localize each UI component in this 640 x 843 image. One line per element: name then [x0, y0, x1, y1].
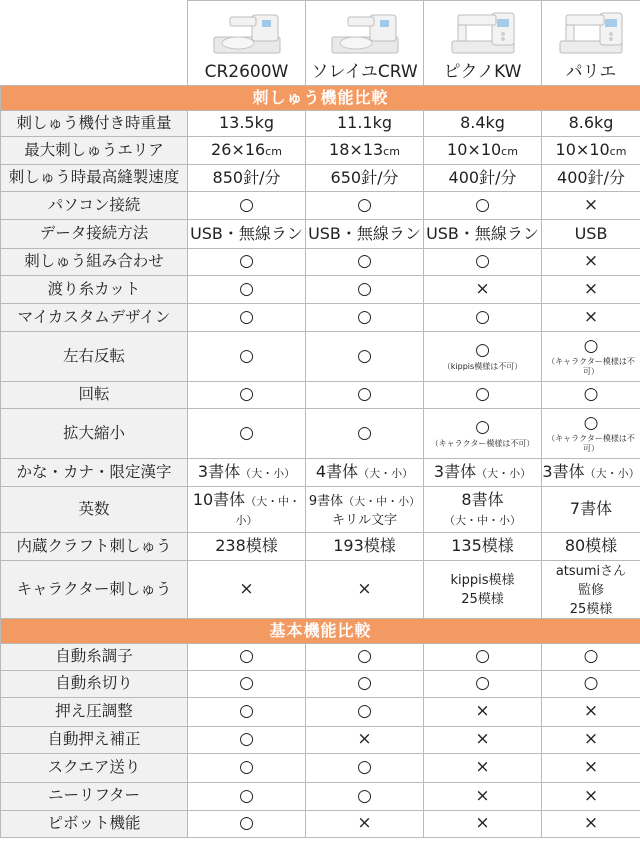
feature-label: 刺しゅう機付き時重量 [1, 111, 188, 137]
supported-mark: ○ [475, 306, 490, 327]
supported-mark: ○ [239, 345, 254, 366]
value-cell [188, 304, 306, 332]
product-column-header [542, 1, 640, 86]
value-text: 4書体 [315, 462, 359, 482]
feature-label: 自動糸調子 [1, 643, 188, 670]
sewing-machine-icon [446, 7, 520, 59]
table-row [1, 220, 640, 249]
supported-mark: ○ [583, 673, 599, 694]
value-cell [306, 249, 424, 276]
value-cell [542, 670, 640, 697]
supported-mark: ○ [239, 194, 254, 215]
value-text: USB・無線ラン [426, 223, 539, 243]
value-note: （キャラクター模様は不可） [547, 357, 635, 376]
header-corner [1, 1, 188, 86]
value-cell [188, 726, 306, 753]
product-name: CR2600W [204, 62, 289, 83]
value-cell [542, 697, 640, 726]
supported-mark: ○ [357, 384, 372, 405]
feature-label: かな・カナ・限定漢字 [1, 459, 188, 487]
value-cell [188, 409, 306, 459]
value-cell [424, 304, 542, 332]
supported-mark: ○ [239, 646, 254, 667]
value-text: 10×10 [555, 140, 610, 160]
value-cell [542, 533, 640, 561]
value-cell [188, 276, 306, 304]
value-cell [188, 137, 306, 165]
value-text: kippis模様 [450, 573, 515, 589]
value-cell [424, 753, 542, 782]
feature-label: 左右反転 [1, 332, 188, 382]
value-cell [188, 487, 306, 533]
unsupported-mark: × [475, 729, 490, 750]
value-cell [188, 643, 306, 670]
unsupported-mark: × [357, 729, 372, 750]
value-cell [424, 810, 542, 837]
value-cell [306, 726, 424, 753]
unsupported-mark: × [583, 729, 599, 750]
embroidery-machine-icon [210, 7, 284, 59]
feature-label: キャラクター刺しゅう [1, 561, 188, 619]
supported-mark: ○ [475, 417, 490, 438]
value-text: 10×10 [447, 140, 502, 160]
value-cell [188, 382, 306, 409]
supported-mark: ○ [239, 757, 254, 778]
unsupported-mark: × [475, 701, 490, 722]
feature-label: 回転 [1, 382, 188, 409]
table-row [1, 670, 640, 697]
product-column-header [306, 1, 424, 86]
table-row [1, 782, 640, 810]
value-text-line: 25模様 [461, 592, 504, 608]
value-cell [188, 332, 306, 382]
supported-mark: ○ [239, 785, 254, 806]
value-cell [424, 533, 542, 561]
feature-label: スクエア送り [1, 753, 188, 782]
value-cell [424, 487, 542, 533]
section-header-row [1, 618, 640, 643]
feature-label: ニーリフター [1, 782, 188, 810]
value-suffix: （大・小） [476, 467, 532, 481]
value-cell [424, 409, 542, 459]
supported-mark: ○ [475, 251, 490, 272]
table-row [1, 304, 640, 332]
unsupported-mark: × [357, 813, 372, 834]
unsupported-mark: × [583, 306, 599, 327]
value-cell [188, 810, 306, 837]
value-suffix: cm [265, 145, 282, 159]
product-column-header [424, 1, 542, 86]
value-cell [188, 459, 306, 487]
value-cell [542, 249, 640, 276]
value-cell [188, 192, 306, 220]
value-cell [542, 332, 640, 382]
supported-mark: ○ [357, 701, 372, 722]
value-note: （キャラクター模様は不可） [430, 438, 535, 448]
value-text: USB・無線ラン [308, 223, 421, 243]
value-text: 850針/分 [212, 167, 281, 187]
value-cell [424, 276, 542, 304]
value-cell [306, 561, 424, 619]
feature-label: パソコン接続 [1, 192, 188, 220]
table-row [1, 487, 640, 533]
value-text: 9書体 [308, 493, 344, 509]
table-row [1, 459, 640, 487]
table-row [1, 276, 640, 304]
value-text: 10書体 [192, 490, 246, 510]
unsupported-mark: × [475, 785, 490, 806]
feature-label: データ接続方法 [1, 220, 188, 249]
value-cell [306, 304, 424, 332]
value-cell [542, 192, 640, 220]
value-cell [188, 697, 306, 726]
table-row [1, 249, 640, 276]
feature-label: 自動押え補正 [1, 726, 188, 753]
feature-label: 英数 [1, 487, 188, 533]
supported-mark: ○ [583, 412, 599, 433]
supported-mark: ○ [475, 673, 490, 694]
value-text: 650針/分 [330, 167, 399, 187]
sewing-machine-icon [554, 7, 628, 59]
supported-mark: ○ [357, 194, 372, 215]
value-cell [424, 332, 542, 382]
unsupported-mark: × [475, 278, 490, 299]
unsupported-mark: × [583, 251, 599, 272]
supported-mark: ○ [475, 384, 490, 405]
supported-mark: ○ [357, 785, 372, 806]
supported-mark: ○ [583, 646, 599, 667]
value-cell [188, 670, 306, 697]
value-text: USB [574, 223, 608, 243]
value-cell [542, 276, 640, 304]
value-cell [542, 726, 640, 753]
unsupported-mark: × [583, 701, 599, 722]
unsupported-mark: × [583, 813, 599, 834]
value-cell [188, 753, 306, 782]
product-name: パリエ [565, 62, 617, 83]
value-cell [542, 165, 640, 192]
value-cell [306, 810, 424, 837]
feature-label: 刺しゅう時最高縫製速度 [1, 165, 188, 192]
value-cell [424, 670, 542, 697]
value-cell [424, 643, 542, 670]
value-cell [424, 561, 542, 619]
value-cell [306, 192, 424, 220]
product-name: ソレイユCRW [311, 62, 418, 83]
supported-mark: ○ [239, 729, 254, 750]
value-suffix: （大・小） [240, 467, 296, 481]
value-cell [424, 726, 542, 753]
value-note: （キャラクター模様は不可） [547, 434, 635, 453]
supported-mark: ○ [357, 345, 372, 366]
unsupported-mark: × [583, 194, 599, 215]
value-text: 3書体 [433, 462, 477, 482]
value-text: 3書体 [542, 462, 585, 482]
value-text: 135模様 [451, 536, 514, 556]
value-cell [188, 782, 306, 810]
value-cell [542, 220, 640, 249]
supported-mark: ○ [583, 384, 599, 405]
supported-mark: ○ [239, 384, 254, 405]
value-text: 238模様 [215, 536, 278, 556]
feature-label: マイカスタムデザイン [1, 304, 188, 332]
value-cell [542, 382, 640, 409]
table-row [1, 533, 640, 561]
feature-label: 拡大縮小 [1, 409, 188, 459]
value-cell [306, 220, 424, 249]
value-cell [188, 561, 306, 619]
supported-mark: ○ [357, 251, 372, 272]
value-cell [188, 220, 306, 249]
table-row [1, 643, 640, 670]
section-title: 刺しゅう機能比較 [1, 86, 640, 111]
feature-label: 自動糸切り [1, 670, 188, 697]
table-row [1, 561, 640, 619]
section-header-row [1, 86, 640, 111]
value-cell [306, 753, 424, 782]
feature-label: ピボット機能 [1, 810, 188, 837]
value-cell [188, 111, 306, 137]
unsupported-mark: × [357, 578, 372, 599]
value-cell [542, 409, 640, 459]
unsupported-mark: × [583, 278, 599, 299]
supported-mark: ○ [475, 340, 490, 361]
value-cell [306, 459, 424, 487]
value-text: USB・無線ラン [190, 223, 303, 243]
value-text-line: 25模様 [569, 601, 613, 617]
value-cell [306, 276, 424, 304]
value-cell [424, 697, 542, 726]
table-row [1, 192, 640, 220]
value-cell [424, 165, 542, 192]
value-suffix: （大・小） [584, 467, 640, 481]
value-cell [306, 487, 424, 533]
supported-mark: ○ [239, 251, 254, 272]
value-text: 7書体 [569, 499, 613, 519]
value-cell [188, 165, 306, 192]
value-text: 193模様 [333, 536, 396, 556]
value-cell [306, 137, 424, 165]
unsupported-mark: × [583, 785, 599, 806]
value-text: 13.5kg [218, 113, 275, 133]
value-suffix: （大・中・小） [343, 494, 421, 508]
value-suffix: （大・小） [358, 467, 414, 481]
value-cell [424, 782, 542, 810]
value-cell [306, 382, 424, 409]
value-text: 400針/分 [557, 167, 625, 187]
feature-label: 渡り糸カット [1, 276, 188, 304]
value-note: （kippis模様は不可） [442, 361, 523, 371]
section-title: 基本機能比較 [1, 618, 640, 643]
unsupported-mark: × [475, 813, 490, 834]
product-header-row [1, 1, 640, 86]
value-cell [306, 165, 424, 192]
value-cell [424, 137, 542, 165]
feature-label: 内蔵クラフト刺しゅう [1, 533, 188, 561]
value-cell [306, 533, 424, 561]
unsupported-mark: × [583, 757, 599, 778]
value-text: 3書体 [197, 462, 241, 482]
supported-mark: ○ [357, 646, 372, 667]
value-cell [188, 249, 306, 276]
value-cell [542, 137, 640, 165]
feature-label: 押え圧調整 [1, 697, 188, 726]
value-cell [306, 409, 424, 459]
value-cell [306, 111, 424, 137]
value-cell [542, 810, 640, 837]
value-cell [542, 459, 640, 487]
value-cell [424, 249, 542, 276]
value-cell [542, 753, 640, 782]
supported-mark: ○ [357, 306, 372, 327]
value-cell [542, 487, 640, 533]
value-cell [306, 332, 424, 382]
value-suffix: cm [501, 145, 518, 159]
value-cell [424, 382, 542, 409]
supported-mark: ○ [357, 422, 372, 443]
supported-mark: ○ [583, 335, 599, 356]
value-text: 80模様 [564, 536, 618, 556]
embroidery-machine-icon [328, 7, 402, 59]
table-row [1, 810, 640, 837]
supported-mark: ○ [357, 757, 372, 778]
value-suffix: （大・中・小） [444, 513, 521, 527]
table-row [1, 726, 640, 753]
value-cell [424, 220, 542, 249]
value-cell [188, 533, 306, 561]
value-cell [306, 697, 424, 726]
supported-mark: ○ [239, 422, 254, 443]
table-row [1, 409, 640, 459]
product-name: ピクノKW [443, 62, 522, 83]
value-cell [542, 561, 640, 619]
supported-mark: ○ [239, 673, 254, 694]
value-suffix: cm [609, 145, 627, 159]
supported-mark: ○ [357, 278, 372, 299]
value-text-line: 監修 [577, 582, 604, 598]
value-text: 400針/分 [448, 167, 517, 187]
value-suffix: （大・中・小） [235, 495, 301, 527]
value-text-line: キリル文字 [331, 512, 397, 528]
value-cell [424, 459, 542, 487]
supported-mark: ○ [357, 673, 372, 694]
value-cell [542, 111, 640, 137]
value-cell [306, 782, 424, 810]
value-cell [306, 643, 424, 670]
supported-mark: ○ [239, 306, 254, 327]
value-text: 8書体 [461, 490, 504, 510]
value-cell [542, 782, 640, 810]
table-row [1, 165, 640, 192]
value-text: 26×16 [211, 140, 266, 160]
table-row [1, 382, 640, 409]
value-text: 8.6kg [568, 113, 614, 133]
table-row [1, 332, 640, 382]
value-cell [424, 111, 542, 137]
feature-label: 最大刺しゅうエリア [1, 137, 188, 165]
supported-mark: ○ [475, 646, 490, 667]
supported-mark: ○ [239, 278, 254, 299]
table-row [1, 753, 640, 782]
product-column-header [188, 1, 306, 86]
table-row [1, 697, 640, 726]
table-row [1, 111, 640, 137]
unsupported-mark: × [239, 578, 254, 599]
value-cell [424, 192, 542, 220]
table-row [1, 137, 640, 165]
supported-mark: ○ [239, 701, 254, 722]
value-cell [542, 643, 640, 670]
value-text: 18×13 [329, 140, 384, 160]
value-suffix: cm [383, 145, 400, 159]
feature-label: 刺しゅう組み合わせ [1, 249, 188, 276]
value-text: atsumiさん [555, 564, 627, 579]
value-cell [306, 670, 424, 697]
unsupported-mark: × [475, 757, 490, 778]
supported-mark: ○ [475, 194, 490, 215]
value-cell [542, 304, 640, 332]
value-text: 11.1kg [336, 113, 393, 133]
supported-mark: ○ [239, 813, 254, 834]
value-text: 8.4kg [460, 113, 505, 133]
